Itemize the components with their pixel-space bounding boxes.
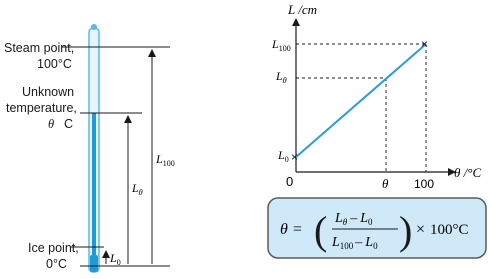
point-marker-steam: × [421,37,429,51]
thermometer-top-cap [91,24,97,30]
thermometer-diagram [4,24,175,272]
formula-times: × [416,221,426,238]
formula-right-paren: ) [399,208,413,253]
calibration-line [296,44,426,157]
ice-point-temp: 0°C [46,257,67,271]
y-axis-label: L /cm [288,2,318,17]
formula-lhs: θ = [280,221,303,238]
unknown-temp-label-2: temperature, [6,101,77,115]
dim-label-L0: $L_0$ [110,251,121,267]
x-tick-0: 0 [286,174,294,189]
unknown-temp-label-1: Unknown [22,85,75,99]
y-tick-L100: $L_{100}$ [272,37,291,53]
unknown-temp-symbol: θ [48,117,55,131]
thermometer-bulb [90,255,98,272]
ice-point-label: Ice point, [28,241,79,255]
dim-label-Ltheta: $L_\theta$ [132,181,143,197]
steam-point-temp: 100°C [37,57,72,71]
x-axis-label: θ /°C [454,165,482,180]
point-marker-ice: × [291,150,299,164]
steam-point-label: Steam point, [4,41,75,55]
formula-factor: 100°C [430,222,469,238]
x-tick-100: 100 [414,177,435,191]
calibration-graph [271,2,481,191]
formula-box [268,198,486,258]
y-tick-L0: $L_0$ [278,148,289,164]
formula-left-paren: ( [314,208,328,253]
thermometer-liquid-thread [92,113,96,265]
y-tick-Ltheta: $L_\theta$ [276,69,287,85]
x-tick-theta: θ [382,176,389,191]
formula-numerator: $L_\theta - L_0$ [335,211,373,227]
formula-denominator: $L_{100} - L_0$ [332,235,378,251]
unknown-temp-unit: C [64,117,74,131]
dim-label-L100: $L_{100}$ [156,152,175,168]
